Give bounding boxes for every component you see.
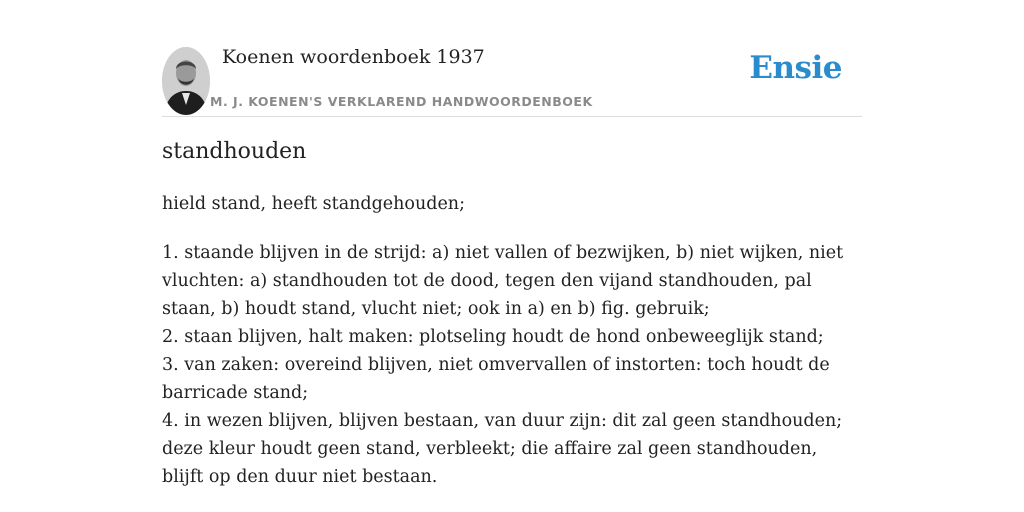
ensie-logo[interactable]: Ensie	[749, 50, 842, 86]
author-portrait	[162, 47, 210, 115]
definition-item: 3. van zaken: overeind blijven, niet omvervallen of instorten: toch houdt de barricade stand;	[162, 355, 830, 403]
definition-item: 1. staande blijven in de strijd: a) niet vallen of bezwijken, b) niet wijken, niet vluchten: a) standhouden tot de dood, tegen den vijand standhouden, pal staan, b) houdt stand, vlucht niet; ook in a) en b) fig. gebruik;	[162, 243, 844, 319]
entry-headword: standhouden	[162, 139, 307, 164]
dictionary-subtitle: M. J. KOENEN'S VERKLAREND HANDWOORDENBOEK	[210, 94, 593, 109]
dictionary-name[interactable]: Koenen woordenboek 1937	[222, 46, 485, 68]
definition-item: 4. in wezen blijven, blijven bestaan, van duur zijn: dit zal geen standhouden; deze kleur houdt geen stand, verbleekt; die affaire zal geen standhouden, blijft op den duur niet bestaan.	[162, 411, 843, 487]
dictionary-header	[162, 44, 862, 117]
entry-definitions	[162, 239, 862, 491]
entry-grammar: hield stand, heeft standgehouden;	[162, 194, 465, 214]
definition-item: 2. staan blijven, halt maken: plotseling houdt de hond onbeweeglijk stand;	[162, 327, 824, 347]
